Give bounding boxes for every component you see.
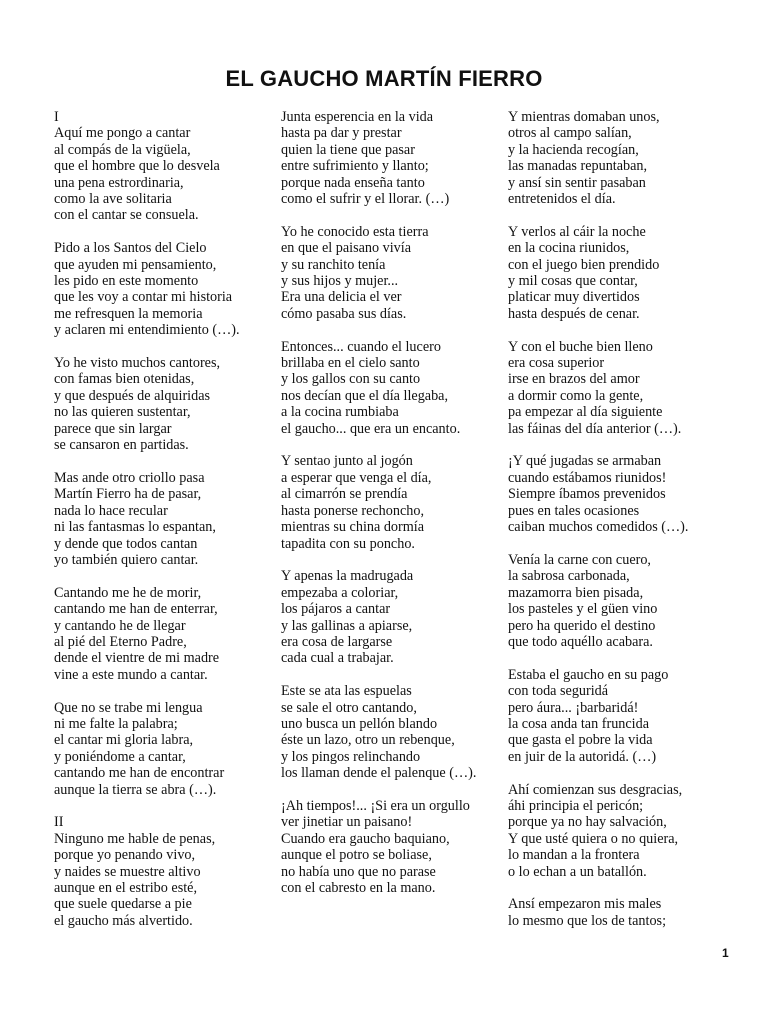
verse-line: con el juego bien prendido — [508, 256, 660, 273]
verse-line: y los gallos con su canto — [281, 371, 421, 388]
verse-line: en juir de la autoridá. (…) — [508, 748, 657, 765]
verse-line: que ayuden mi pensamiento, — [54, 256, 217, 273]
verse-line: Yo he visto muchos cantores, — [54, 355, 221, 372]
stanza — [281, 683, 496, 781]
verse-line: se sale el otro cantando, — [281, 699, 417, 716]
verse-line: pues en tales ocasiones — [508, 502, 640, 519]
verse-line: hasta pa dar y prestar — [281, 125, 402, 142]
verse-line: ¡Y qué jugadas se armaban — [508, 453, 662, 470]
stanza — [508, 552, 738, 650]
verse-line: pa empezar al día siguiente — [508, 404, 663, 421]
stanza — [281, 453, 496, 551]
verse-line: a la cocina rumbiaba — [281, 404, 399, 421]
verse-line: caiban muchos comedidos (…). — [508, 519, 689, 536]
verse-line: y la hacienda recogían, — [508, 141, 639, 158]
verse-line: con famas bien otenidas, — [54, 371, 195, 388]
verse-line: Cuando era gaucho baquiano, — [281, 830, 450, 847]
verse-line: platicar muy divertidos — [508, 289, 640, 306]
verse-line: el cantar mi gloria labra, — [54, 732, 194, 749]
verse-line: que les voy a contar mi historia — [54, 289, 233, 306]
verse-line: áhi principia el pericón; — [508, 797, 644, 814]
verse-line: pero áura... ¡barbaridá! — [508, 699, 639, 716]
verse-line: como el sufrir y el llorar. (…) — [281, 191, 450, 208]
verse-line: uno busca un pellón blando — [281, 715, 438, 732]
verse-line: entre sufrimiento y llanto; — [281, 158, 429, 175]
verse-line: las manadas repuntaban, — [508, 158, 648, 175]
verse-line: mientras su china dormía — [281, 519, 425, 536]
verse-line: lo mesmo que los de tantos; — [508, 912, 667, 929]
verse-line: Entonces... cuando el lucero — [281, 338, 441, 355]
verse-line: brillaba en el cielo santo — [281, 355, 420, 372]
verse-line: la cosa anda tan fruncida — [508, 715, 650, 732]
stanza — [54, 585, 269, 683]
stanza — [54, 109, 269, 224]
verse-line: se cansaron en partidas. — [54, 437, 189, 454]
verse-line: cantando me han de enterrar, — [54, 601, 218, 618]
stanza — [508, 339, 738, 437]
stanza — [508, 109, 738, 207]
verse-line: Este se ata las espuelas — [281, 683, 412, 700]
verse-line: y aclaren mi entendimiento (…). — [54, 322, 240, 339]
verse-line: porque nada enseña tanto — [281, 174, 425, 191]
verse-line: Ahí comienzan sus desgracias, — [508, 781, 683, 798]
verse-line: en que el paisano vivía — [281, 240, 412, 257]
stanza — [508, 224, 738, 322]
verse-line: ni me falte la palabra; — [54, 715, 178, 732]
stanza — [281, 339, 496, 437]
verse-line: Y sentao junto al jogón — [281, 453, 413, 470]
verse-line: cuando estábamos riunidos! — [508, 469, 667, 486]
verse-line: que el hombre que lo desvela — [54, 158, 220, 175]
verse-line: otros al campo salían, — [508, 125, 632, 142]
verse-line: y poniéndome a cantar, — [54, 748, 186, 765]
verse-line: irse en brazos del amor — [508, 371, 640, 388]
verse-line: pero ha querido el destino — [508, 617, 656, 634]
verse-line: los pasteles y el güen vino — [508, 601, 658, 618]
verse-line: y cantando he de llegar — [54, 617, 186, 634]
poem-column-2 — [281, 109, 496, 913]
verse-line: Estaba el gaucho en su pago — [508, 666, 669, 683]
verse-line: tapadita con su poncho. — [281, 535, 415, 552]
verse-line: Yo he conocido esta tierra — [281, 223, 429, 240]
stanza — [281, 798, 496, 896]
verse-line: y su ranchito tenía — [281, 256, 386, 273]
verse-line: Que no se trabe mi lengua — [54, 699, 203, 716]
verse-line: cantando me han de encontrar — [54, 765, 225, 782]
verse-line: como la ave solitaria — [54, 191, 172, 208]
verse-line: entretenidos el día. — [508, 191, 616, 208]
verse-line: I — [54, 109, 59, 125]
verse-line: el gaucho... que era un encanto. — [281, 420, 461, 437]
stanza — [281, 568, 496, 666]
verse-line: les pido en este momento — [54, 273, 199, 290]
verse-line: Ninguno me hable de penas, — [54, 830, 216, 847]
verse-line: al compás de la vigüela, — [54, 141, 191, 158]
verse-line: Aquí me pongo a cantar — [54, 125, 191, 142]
verse-line: y dende que todos cantan — [54, 535, 198, 552]
verse-line: con el cabresto en la mano. — [281, 880, 436, 896]
stanza — [508, 782, 738, 880]
verse-line: Venía la carne con cuero, — [508, 551, 651, 568]
verse-line: cada cual a trabajar. — [281, 650, 394, 667]
page-title: EL GAUCHO MARTÍN FIERRO — [225, 66, 543, 91]
verse-line: al cimarrón se prendía — [281, 486, 408, 503]
verse-line: Junta esperencia en la vida — [281, 109, 434, 125]
verse-line: Ansí empezaron mis males — [508, 896, 662, 913]
verse-line: y ansí sin sentir pasaban — [508, 174, 646, 191]
verse-line: parece que sin largar — [54, 420, 172, 437]
verse-line: Siempre íbamos prevenidos — [508, 486, 666, 503]
verse-line: nada lo hace recular — [54, 502, 168, 519]
verse-line: aunque la tierra se abra (…). — [54, 781, 217, 798]
verse-line: porque ya no hay salvación, — [508, 814, 667, 831]
verse-line: con el cantar se consuela. — [54, 207, 199, 224]
verse-line: quien la tiene que pasar — [281, 141, 415, 158]
stanza — [508, 453, 738, 535]
verse-line: me refresquen la memoria — [54, 305, 203, 322]
verse-line: las fáinas del día anterior (…). — [508, 420, 682, 437]
stanza — [281, 224, 496, 322]
verse-line: dende el vientre de mi madre — [54, 650, 220, 667]
verse-line: Era una delicia el ver — [281, 289, 402, 306]
verse-line: aunque en el estribo esté, — [54, 880, 198, 896]
verse-line: ver jinetiar un paisano! — [281, 814, 413, 831]
verse-line: y mil cosas que contar, — [508, 273, 638, 290]
verse-line: o lo echan a un batallón. — [508, 863, 647, 880]
verse-line: II — [54, 814, 64, 831]
verse-line: Y verlos al cáir la noche — [508, 223, 646, 240]
verse-line: al pié del Eterno Padre, — [54, 633, 187, 650]
verse-line: y que después de alquiridas — [54, 387, 211, 404]
stanza — [54, 814, 269, 929]
verse-line: aunque el potro se boliase, — [281, 847, 432, 864]
verse-line: el gaucho más alvertido. — [54, 912, 193, 929]
stanza — [54, 470, 269, 568]
verse-line: Mas ande otro criollo pasa — [54, 469, 205, 486]
verse-line: con toda seguridá — [508, 683, 609, 700]
verse-line: Y que usté quiera o no quiera, — [508, 830, 679, 847]
verse-line: yo también quiero cantar. — [54, 551, 199, 568]
verse-line: Pido a los Santos del Cielo — [54, 240, 207, 257]
verse-line: una pena estrordinaria, — [54, 174, 184, 191]
verse-line: Y apenas la madrugada — [281, 568, 414, 585]
verse-line: y los pingos relinchando — [281, 748, 421, 765]
verse-line: la sabrosa carbonada, — [508, 568, 630, 585]
verse-line: que gasta el pobre la vida — [508, 732, 653, 749]
verse-line: no las quieren sustentar, — [54, 404, 191, 421]
verse-line: y sus hijos y mujer... — [281, 273, 399, 290]
verse-line: ni las fantasmas lo espantan, — [54, 519, 216, 536]
stanza — [54, 355, 269, 453]
verse-line: era cosa superior — [508, 355, 605, 372]
verse-line: los llaman dende el palenque (…). — [281, 765, 477, 782]
verse-line: Cantando me he de morir, — [54, 584, 202, 601]
stanza — [54, 700, 269, 798]
verse-line: que suele quedarse a pie — [54, 896, 192, 913]
poem-column-3 — [508, 109, 738, 946]
verse-line: mazamorra bien pisada, — [508, 584, 644, 601]
verse-line: no había uno que no parase — [281, 863, 436, 880]
verse-line: hasta ponerse rechoncho, — [281, 502, 424, 519]
verse-line: éste un lazo, otro un rebenque, — [281, 732, 455, 749]
verse-line: Y con el buche bien lleno — [508, 338, 653, 355]
verse-line: nos decían que el día llegaba, — [281, 387, 449, 404]
verse-line: ¡Ah tiempos!... ¡Si era un orgullo — [281, 797, 470, 814]
verse-line: Martín Fierro ha de pasar, — [54, 486, 202, 503]
verse-line: empezaba a coloriar, — [281, 584, 399, 601]
page-number: 1 — [722, 946, 729, 960]
stanza — [54, 240, 269, 338]
verse-line: a esperar que venga el día, — [281, 469, 432, 486]
verse-line: vine a este mundo a cantar. — [54, 666, 208, 683]
verse-line: a dormir como la gente, — [508, 387, 644, 404]
verse-line: que todo aquéllo acabara. — [508, 633, 653, 650]
stanza — [281, 109, 496, 207]
verse-line: y naides se muestre altivo — [54, 863, 201, 880]
verse-line: lo mandan a la frontera — [508, 847, 640, 864]
poem-column-1 — [54, 109, 269, 946]
verse-line: cómo pasaba sus días. — [281, 305, 407, 322]
verse-line: en la cocina riunidos, — [508, 240, 630, 257]
verse-line: era cosa de largarse — [281, 633, 393, 650]
verse-line: hasta después de cenar. — [508, 305, 640, 322]
stanza — [508, 667, 738, 765]
verse-line: Y mientras domaban unos, — [508, 109, 660, 125]
verse-line: y las gallinas a apiarse, — [281, 617, 413, 634]
verse-line: los pájaros a cantar — [281, 601, 391, 618]
verse-line: porque yo penando vivo, — [54, 847, 196, 864]
stanza — [508, 896, 738, 929]
